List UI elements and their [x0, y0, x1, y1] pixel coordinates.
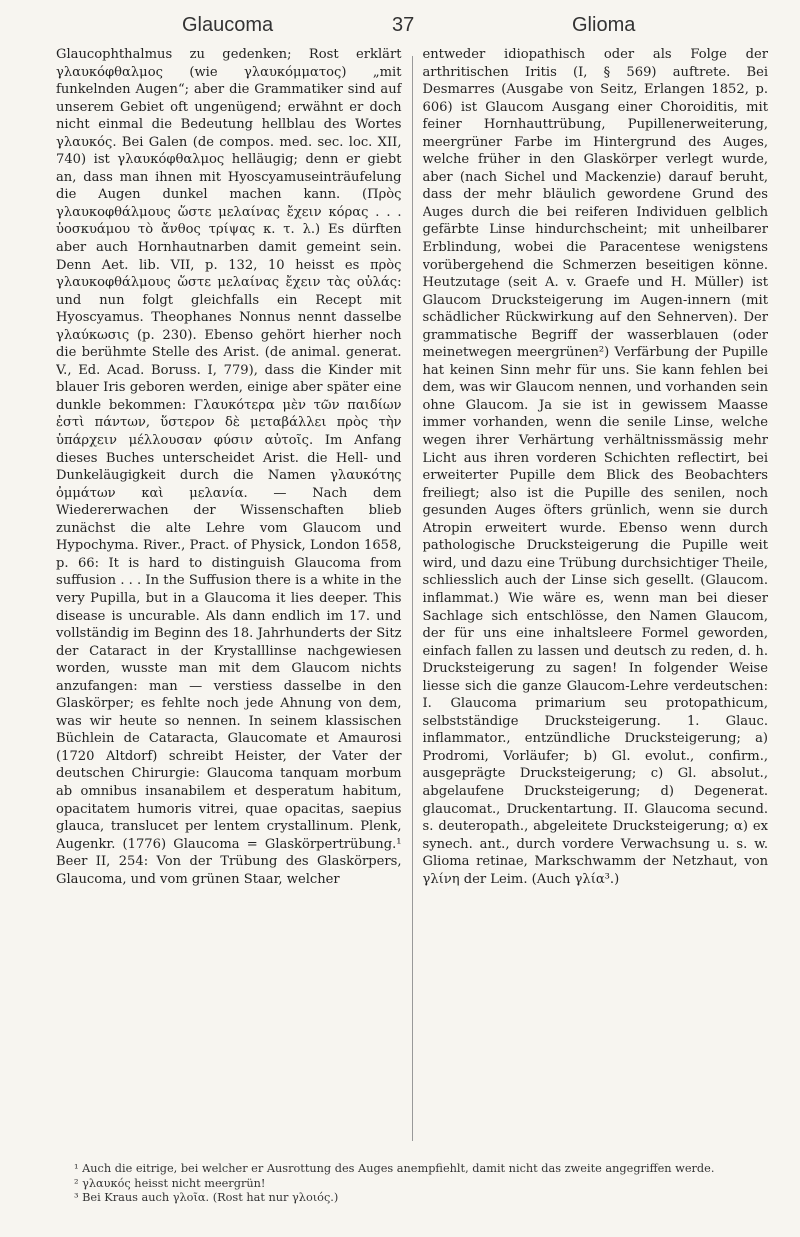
header-right-title: Glioma — [572, 14, 636, 36]
footnotes — [56, 1162, 768, 1206]
two-column-body — [56, 46, 768, 1161]
running-header — [0, 8, 800, 42]
page-number: 37 — [392, 14, 415, 36]
footnote-2: ² γλαυκός heisst nicht meergrün! — [74, 1176, 266, 1190]
footnote-3: ³ Bei Kraus auch γλοῖα. (Rost hat nur γλοιός.) — [74, 1191, 339, 1204]
left-column — [56, 46, 402, 1161]
left-column-text: Glaucophthalmus zu gedenken; Rost erklärt γλαυκόφθαλμος (wie γλαυκόμματος) „mit funkelnden Augen“; aber die Grammatiker sind auf unserem Gebiet oft ungenügend; erwähnt er doch nicht einmal die Bedeutung hellblau des Wortes γλαυκός. Bei Galen (de compos. med. sec. loc. XII, 740) ist γλαυκόφθαλμος helläugig; denn er giebt an, dass man ihnen mit Hyoscyamuseinträufelung die Augen dunkel machen kann. (Πρὸς γλαυκοφθάλμους ὥστε μελαίνας ἔχειν κόρας . . . ὑοσκυάμου τὸ ἄνθος τρίψας κ. τ. λ.) Es dürften aber auch Hornhautnarben damit gemeint sein. Denn Aet. lib. VII, p. 132, 10 heisst es πρὸς γλαυκοφθάλμους ὥστε μελαίνας ἔχειν τὰς οὐλάς: und nun folgt gleichfalls ein Recept mit Hyoscyamus. Theophanes Nonnus nennt dasselbe γλαύκωσις (p. 230). Ebenso gehört hierher noch die berühmte Stelle des Arist. (de animal. generat. V., Ed. Acad. Boruss. I, 779), dass die Kinder mit blauer Iris geboren werden, einige aber später eine dunkle bekommen: Γλαυκότερα μὲν τῶν παιδίων ἐστὶ πάντων, ὕστερον δὲ μεταβάλλει πρὸς τὴν ὑπάρχειν μέλλουσαν φύσιν αὐτοῖς. Im Anfang dieses Buches unterscheidet Arist. die Hell- und Dunkeläugigkeit durch die Namen γλαυκότης ὀμμάτων καὶ μελανία. — Nach dem Wiedererwachen der Wissenschaften blieb zunächst die alte Lehre vom Glaucom und Hypochyma. River., Pract. of Physick, London 1658, p. 66: It is hard to distinguish Glaucoma from suffusion . . . In the Suffusion there is a white in the very Pupilla, but in a Glaucoma it lies deeper. This disease is uncurable. Als dann endlich im 17. und vollständig im Beginn des 18. Jahrhunderts der Sitz der Cataract in der Krystalllinse nachgewiesen worden, wusste man mit dem Glaucom nichts anzufangen: man — verstiess dasselbe in den Glaskörper; es fehlte noch jede Ahnung von dem, was wir heute so nennen. In seinem klassischen Büchlein de Cataracta, Glaucomate et Amaurosi (1720 Altdorf) schreibt Heister, der Vater der deutschen Chirurgie: Glaucoma tanquam morbum ab omnibus insanabilem et desperatum habitum, opacitatem humoris vitrei, quae opacitas, saepius glauca, translucet per lentem crystallinum. Plenk, Augenkr. (1776) Glaucoma = Glaskörpertrübung.¹ Beer II, 254: Von der Trübung des Glaskörpers, Glaucoma, und vom grünen Staar, welcher — [56, 47, 402, 887]
right-column-text: entweder idiopathisch oder als Folge der arthritischen Iritis (I, § 569) auftrete. Bei Desmarres (Ausgabe von Seitz, Erlangen 1852, p. 606) ist Glaucom Ausgang einer Choroiditis, mit feiner Hornhauttrübung, Pupillenerweiterung, meergrüner Farbe im Hintergrund des Auges, welche früher in den Glaskörper verlegt wurde, aber (nach Sichel und Mackenzie) darauf beruht, dass der mehr bläulich gewordene Grund des Auges durch die bei reiferen Individuen gelblich gefärbte Linse hindurchscheint; mit unheilbarer Erblindung, wobei die Paracentese wenigstens vorübergehend die Schmerzen beseitigen könne. Heutzutage (seit A. v. Graefe und H. Müller) ist Glaucom Drucksteigerung im Augen-innern (mit schädlicher Rückwirkung auf den Sehnerven). Der grammatische Begriff der wasserblauen (oder meinetwegen meergrünen²) Verfärbung der Pupille hat keinen Sinn mehr für uns. Sie kann fehlen bei dem, was wir Glaucom nennen, und vorhanden sein ohne Glaucom. Ja sie ist in gewissem Maasse immer vorhanden, wenn die senile Linse, welche wegen ihrer Verhärtung verhältnissmässig mehr Licht aus ihren vorderen Schichten reflectirt, bei erweiterter Pupille dem Blick des Beobachters freiliegt; also ist die Pupille des senilen, noch gesunden Auges öfters grünlich, wenn sie durch Atropin erweitert wurde. Ebenso wenn durch pathologische Drucksteigerung die Pupille weit wird, und dazu eine Trübung durchsichtiger Theile, schliesslich auch der Linse sich gesellt. (Glaucom. inflammat.) Wie wäre es, wenn man bei dieser Sachlage sich entschlösse, den Namen Glaucom, der für uns eine inhaltsleere Formel geworden, einfach fallen zu lassen und deutsch zu reden, d. h. Drucksteigerung zu sagen! In folgender Weise liesse sich die ganze Glaucom-Lehre verdeutschen: I. Glaucoma primarium seu protopathicum, selbstständige Drucksteigerung. 1. Glauc. inflammator., entzündliche Drucksteigerung; a) Prodromi, Vorläufer; b) Gl. evolut., confirm., ausgeprägte Drucksteigerung; c) Gl. absolut., abgelaufene Drucksteigerung; d) Degenerat. glaucomat., Druckentartung. II. Glaucoma secund. s. deuteropath., abgeleitete Drucksteigerung; α) ex synech. ant., durch vordere Verwachsung u. s. w. Glioma retinae, Markschwamm der Netzhaut, von γλίνη der Leim. (Auch γλία³.) — [422, 47, 769, 887]
header-left-title: Glaucoma — [182, 14, 274, 36]
column-divider — [412, 56, 413, 1141]
right-column — [423, 46, 769, 1161]
footnote-1: ¹ Auch die eitrige, bei welcher er Ausrottung des Auges anempfiehlt, damit nicht das zweite angegriffen werde. — [74, 1162, 715, 1175]
